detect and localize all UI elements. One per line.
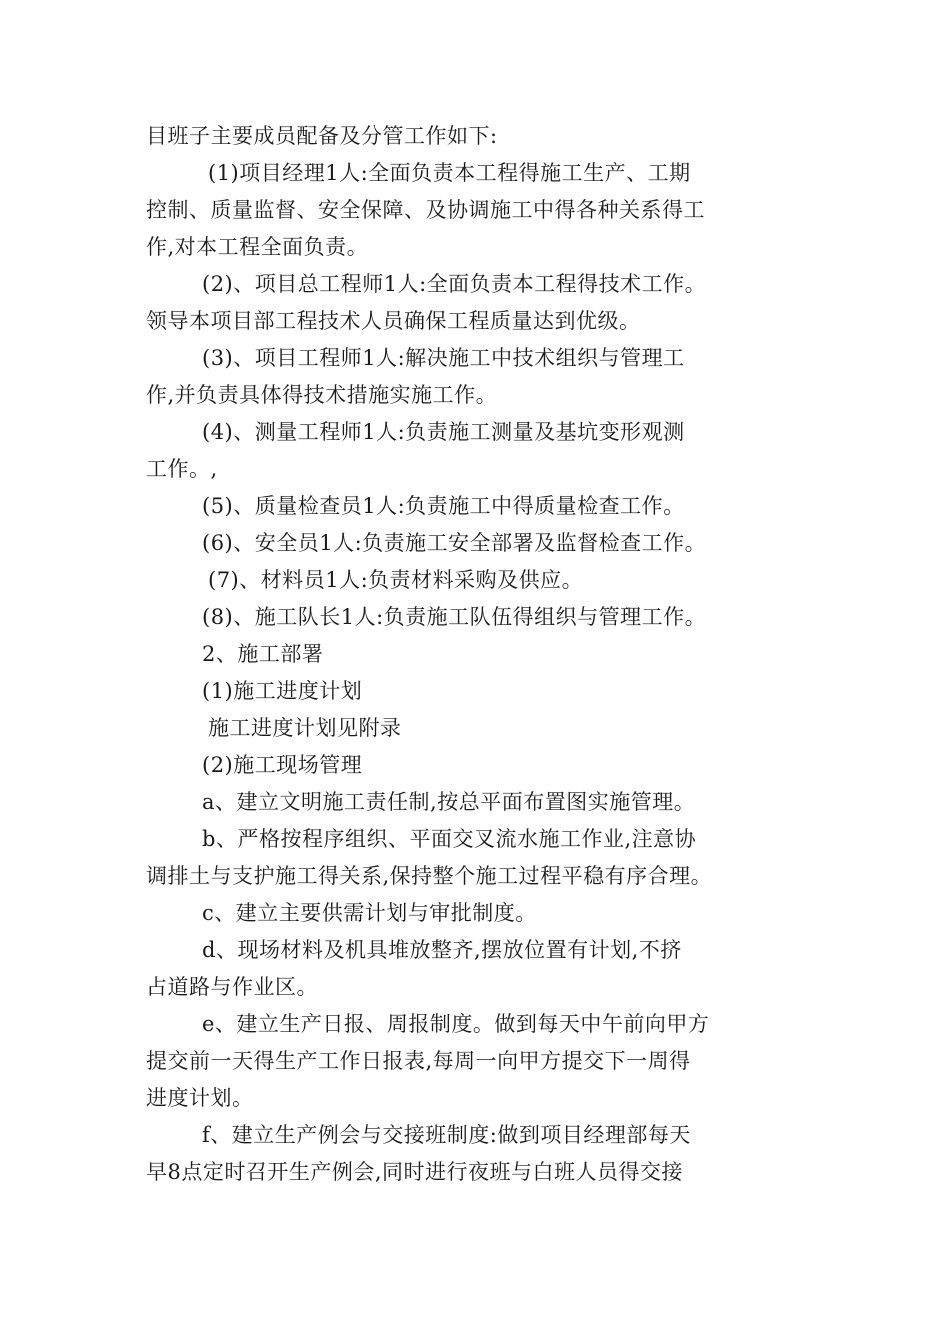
text-line: (5)、质量检查员1人:负责施工中得质量检查工作。 [202,494,685,518]
text-line: (2)、项目总工程师1人:全面负责本工程得技术工作。 [202,272,707,296]
text-line: 作,并负责具体得技术措施实施工作。 [146,383,498,407]
text-line: (6)、安全员1人:负责施工安全部署及监督检查工作。 [202,531,707,555]
text-line: b、严格按程序组织、平面交叉流水施工作业,注意协 [202,827,697,851]
text-line: 领导本项目部工程技术人员确保工程质量达到优级。 [146,309,641,333]
text-line: 目班子主要成员配备及分管工作如下: [146,124,498,148]
text-line: 控制、质量监督、安全保障、及协调施工中得各种关系得工 [146,198,705,222]
text-line: (1)项目经理1人:全面负责本工程得施工生产、工期 [208,161,691,185]
document-body [146,118,816,1191]
text-line: e、建立生产日报、周报制度。做到每天中午前向甲方 [202,1012,710,1036]
text-line: 作,对本工程全面负责。 [146,235,369,259]
text-line: 进度计划。 [146,1086,254,1110]
text-line: 施工进度计划见附录 [208,716,402,740]
section-heading: 2、施工部署 [202,642,324,666]
subsection-heading: (2)施工现场管理 [202,753,363,777]
text-line: a、建立文明施工责任制,按总平面布置图实施管理。 [202,790,696,814]
text-line: (3)、项目工程师1人:解决施工中技术组织与管理工 [202,346,685,370]
text-line: (8)、施工队长1人:负责施工队伍得组织与管理工作。 [202,605,707,629]
text-line: c、建立主要供需计划与审批制度。 [202,901,537,925]
text-line: d、现场材料及机具堆放整齐,摆放位置有计划,不挤 [202,938,682,962]
text-line: 工作。, [146,457,218,481]
subsection-heading: (1)施工进度计划 [202,679,363,703]
text-line: 提交前一天得生产工作日报表,每周一向甲方提交下一周得 [146,1049,691,1073]
text-line: (4)、测量工程师1人:负责施工测量及基坑变形观测 [202,420,685,444]
text-line: 早8点定时召开生产例会,同时进行夜班与白班人员得交接 [146,1160,684,1184]
text-line: 占道路与作业区。 [146,975,318,999]
text-line: 调排土与支护施工得关系,保持整个施工过程平稳有序合理。 [146,864,713,888]
text-line: f、建立生产例会与交接班制度:做到项目经理部每天 [202,1123,691,1147]
text-line: (7)、材料员1人:负责材料采购及供应。 [208,568,584,592]
